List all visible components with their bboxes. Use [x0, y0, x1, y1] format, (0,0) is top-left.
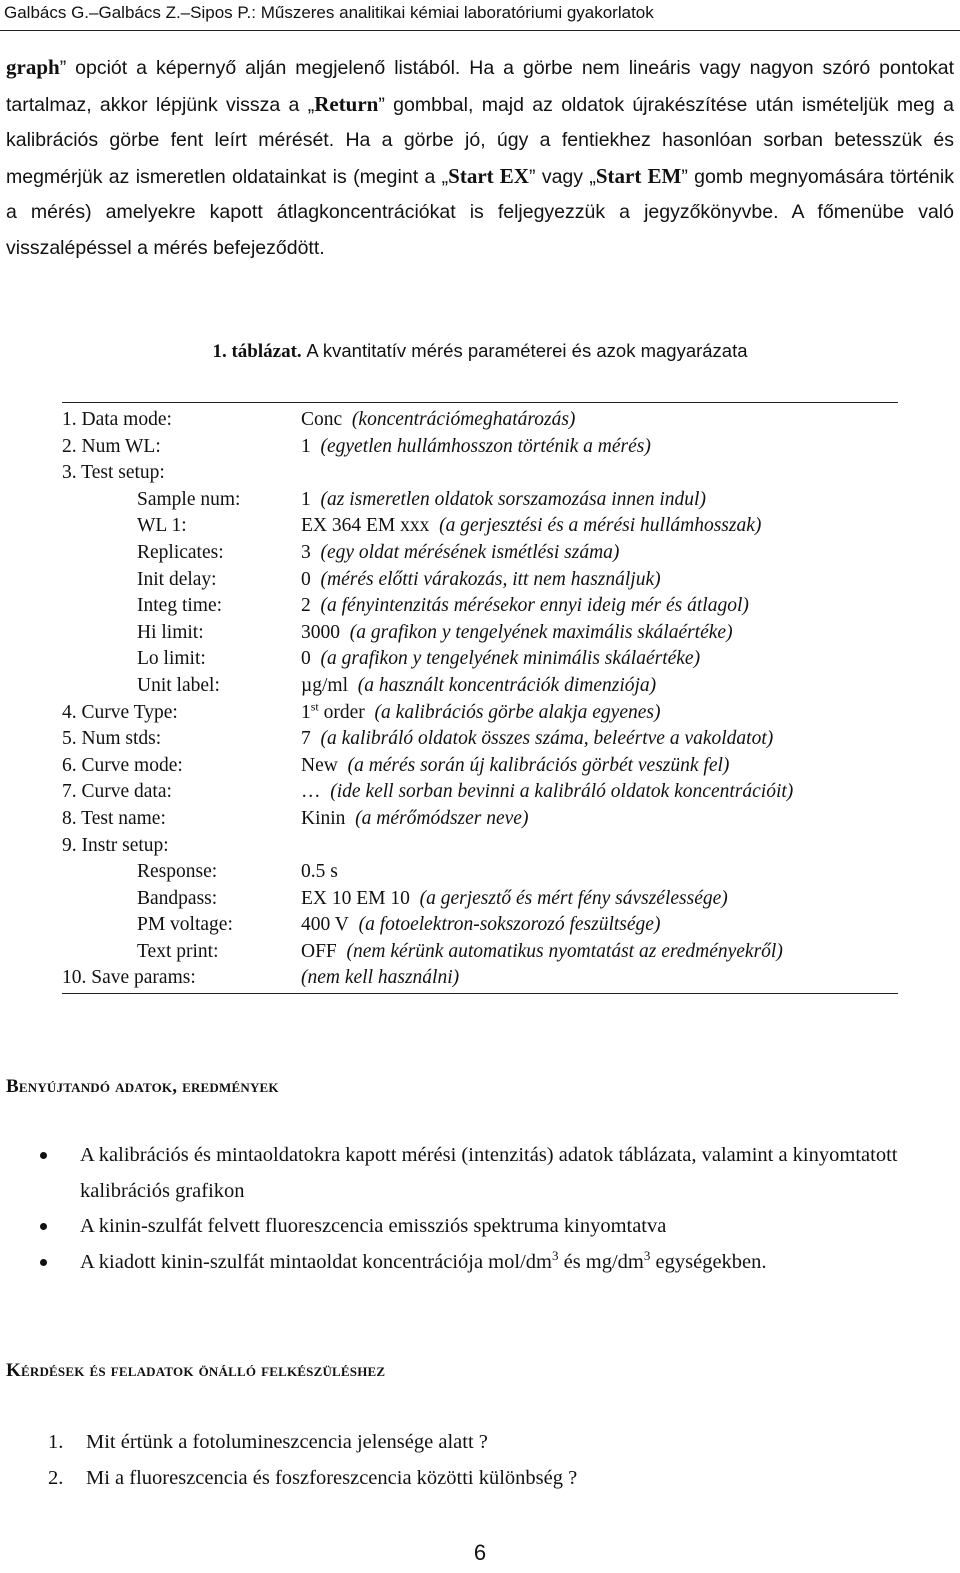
param-note: (nem kell használni)	[301, 967, 460, 989]
param-value-text: Kinin	[301, 807, 346, 829]
table-row	[62, 965, 898, 992]
item3-part3: egységekben.	[650, 1250, 767, 1273]
param-key: PM voltage:	[137, 914, 233, 936]
question-number: 2.	[48, 1467, 64, 1489]
param-value-text: EX 10 EM 10	[301, 887, 410, 909]
param-note: (nem kérünk automatikus nyomtatást az eredményekről)	[346, 940, 783, 962]
questions-title: Kérdések és feladatok önálló felkészüléshez	[6, 1360, 386, 1381]
table-row	[62, 567, 898, 594]
param-key: 1. Data mode:	[62, 409, 172, 430]
param-key: Unit label:	[137, 674, 220, 696]
param-value	[301, 593, 749, 619]
table-row	[62, 779, 898, 806]
param-note: (a grafikon y tengelyének minimális skálaértéke)	[320, 648, 701, 670]
param-value	[301, 700, 660, 726]
param-value-text: 0	[301, 648, 311, 670]
bullet-icon	[40, 1223, 47, 1230]
param-value-text: 0	[301, 568, 311, 590]
param-key: Text print:	[137, 940, 219, 962]
intro-bold-return: Return	[314, 91, 379, 116]
question-item	[0, 1460, 960, 1496]
param-value	[301, 859, 338, 885]
param-note: (mérés előtti várakozás, itt nem használjuk)	[320, 568, 661, 590]
questions-list	[0, 1424, 960, 1496]
intro-text-1: ” opciót a képernyő alján megjelenő listából. Ha a görbe nem lineáris vagy nagyon szóró pontokat tartalmaz, akkor lépjünk vissza a „	[6, 57, 954, 116]
param-value	[301, 886, 728, 912]
param-value-sup: st	[310, 699, 319, 714]
param-note: (a gerjesztési és a mérési hullámhosszak)	[439, 515, 762, 537]
parameter-table	[62, 407, 898, 992]
intro-bold-graph: graph	[6, 55, 60, 79]
param-value	[301, 965, 459, 991]
param-key: 2. Num WL:	[62, 435, 161, 457]
param-value	[301, 434, 651, 460]
param-key: 8. Test name:	[62, 807, 166, 829]
table-row	[62, 593, 898, 620]
intro-text-4: ” gomb megnyomására történik a mérés) amelyekre kapott átlagkoncentrációkat is feljegyezzük a jegyzőkönyvbe. A főmenübe való visszalépéssel a mérés befejeződött.	[6, 165, 954, 259]
question-text: Mi a fluoreszcencia és foszforeszcencia közötti különbség ?	[86, 1467, 578, 1489]
question-item	[0, 1424, 960, 1460]
list-item	[0, 1245, 950, 1281]
table-row	[62, 886, 898, 913]
table-row	[62, 646, 898, 673]
list-item-text: A kalibrációs és mintaoldatokra kapott mérési (intenzitás) adatok táblázata, valamint a kinyomtatott kalibrációs grafikon	[80, 1144, 898, 1202]
param-note: (egy oldat mérésének ismétlési száma)	[320, 541, 620, 563]
table-row	[62, 673, 898, 700]
intro-text-2: ” gombbal, majd az oldatok újrakészítése után ismételjük meg a kalibrációs görbe fent leírt mérését. Ha a görbe jó, úgy a fentiekhez hasonlóan sorban betesszük és megmérjük az ismeretlen oldatainkat is (megint a „	[6, 93, 954, 188]
param-key: 4. Curve Type:	[62, 701, 178, 723]
param-value-text: 3000	[301, 621, 340, 643]
intro-bold-start-em: Start EM	[595, 163, 682, 188]
table-row	[62, 460, 898, 487]
param-value	[301, 540, 619, 566]
bullet-icon	[40, 1259, 47, 1266]
param-value	[301, 620, 733, 646]
table-row	[62, 833, 898, 860]
param-value-text: …	[301, 781, 321, 803]
intro-paragraph	[6, 50, 954, 267]
item3-sup2: 3	[643, 1247, 651, 1263]
param-value-text: 7	[301, 728, 311, 750]
param-value-text: µg/ml	[301, 674, 348, 696]
table-row	[62, 700, 898, 727]
deliverables-title: Benyújtandó adatok, eredmények	[6, 1076, 279, 1097]
param-value-text: 0.5 s	[301, 861, 338, 883]
question-number: 1.	[48, 1431, 64, 1453]
param-value-text: 3	[301, 541, 311, 563]
param-note: (a fotoelektron-sokszorozó feszültsége)	[358, 914, 661, 936]
param-value	[301, 939, 783, 965]
param-key: Response:	[137, 861, 218, 883]
header-rule	[0, 30, 960, 31]
param-value	[301, 753, 729, 779]
param-value	[301, 513, 761, 539]
param-value	[301, 407, 575, 433]
param-key: Integ time:	[137, 595, 223, 617]
param-value	[301, 646, 700, 672]
param-value-text: 1	[301, 701, 311, 723]
table-row	[62, 487, 898, 514]
item3-part2: és mg/dm	[558, 1250, 644, 1273]
running-title: Galbács G.–Galbács Z.–Sipos P.: Műszeres analitikai kémiai laboratóriumi gyakorlatok	[4, 3, 654, 22]
table-caption-text: A kvantitatív mérés paraméterei és azok magyarázata	[306, 340, 748, 361]
table-row	[62, 806, 898, 833]
param-key: Init delay:	[137, 568, 217, 590]
param-value	[301, 912, 660, 938]
intro-bold-start-ex: Start EX	[448, 163, 529, 188]
param-value-text: Conc	[301, 409, 343, 430]
table-row	[62, 912, 898, 939]
param-key: Lo limit:	[137, 648, 206, 670]
param-value	[301, 673, 656, 699]
item3-sup1: 3	[551, 1247, 559, 1263]
param-note: (a gerjesztő és mért fény sávszélessége)	[419, 887, 728, 909]
table-row	[62, 620, 898, 647]
param-note: (koncentrációmeghatározás)	[351, 409, 576, 430]
param-value-text: 1	[301, 435, 311, 457]
bullet-icon	[40, 1152, 47, 1159]
item3-part1: A kiadott kinin-szulfát mintaoldat koncentrációja mol/dm	[80, 1250, 552, 1273]
param-note: (a fényintenzitás mérésekor ennyi ideig mér és átlagol)	[320, 595, 749, 617]
param-note: (a mérés során új kalibrációs görbét veszünk fel)	[347, 754, 730, 776]
table-row	[62, 434, 898, 461]
list-item-text: A kinin-szulfát felvett fluoreszcencia emissziós spektruma kinyomtatva	[80, 1215, 667, 1237]
param-value-text: EX 364 EM xxx	[301, 515, 430, 537]
param-note: (ide kell sorban bevinni a kalibráló oldatok koncentrációit)	[330, 781, 794, 803]
table-row	[62, 753, 898, 780]
param-key: Hi limit:	[137, 621, 204, 643]
param-note: (a kalibráló oldatok összes száma, beleértve a vakoldatot)	[320, 728, 774, 750]
param-key: WL 1:	[137, 515, 187, 537]
param-value-text: 400 V	[301, 914, 349, 936]
param-value-text: OFF	[301, 940, 337, 962]
deliverables-list	[0, 1138, 960, 1280]
param-key: 9. Instr setup:	[62, 834, 169, 856]
list-item	[0, 1138, 950, 1209]
param-note: (az ismeretlen oldatok sorszamozása innen indul)	[320, 488, 706, 510]
table-caption-number: 1. táblázat.	[212, 341, 302, 362]
param-value	[301, 806, 528, 832]
page-number: 6	[473, 1540, 487, 1565]
table-row	[62, 407, 898, 434]
question-text: Mit értünk a fotolumineszcencia jelensége alatt ?	[86, 1431, 488, 1453]
running-header	[4, 3, 956, 23]
param-key: 5. Num stds:	[62, 728, 162, 750]
param-value	[301, 567, 661, 593]
param-value	[301, 487, 706, 513]
param-key: Replicates:	[137, 541, 224, 563]
table-row	[62, 859, 898, 886]
param-note: (a grafikon y tengelyének maximális skálaértéke)	[349, 621, 733, 643]
param-key: 7. Curve data:	[62, 781, 172, 803]
intro-text-3: ” vagy „	[528, 165, 596, 188]
param-key: 10. Save params:	[62, 967, 196, 989]
table-top-rule	[62, 402, 898, 403]
table-bottom-rule	[62, 993, 898, 994]
table-row	[62, 540, 898, 567]
param-value-text: 2	[301, 595, 311, 617]
param-value	[301, 779, 793, 805]
table-row	[62, 939, 898, 966]
param-value	[301, 726, 773, 752]
param-key: Sample num:	[137, 488, 241, 510]
param-note: (a mérőmódszer neve)	[355, 807, 529, 829]
list-item-text	[80, 1247, 767, 1273]
table-caption	[0, 340, 960, 363]
param-value-text: 1	[301, 488, 311, 510]
param-value-text: New	[301, 754, 338, 776]
param-note: (a kalibrációs görbe alakja egyenes)	[374, 701, 661, 723]
param-value-suffix: order	[318, 701, 365, 723]
param-note: (egyetlen hullámhosszon történik a mérés)	[320, 435, 651, 457]
table-row	[62, 726, 898, 753]
param-key: 6. Curve mode:	[62, 754, 183, 776]
param-key: 3. Test setup:	[62, 462, 165, 484]
list-item	[0, 1209, 950, 1245]
table-row	[62, 513, 898, 540]
param-key: Bandpass:	[137, 887, 218, 909]
param-note: (a használt koncentrációk dimenziója)	[357, 674, 657, 696]
